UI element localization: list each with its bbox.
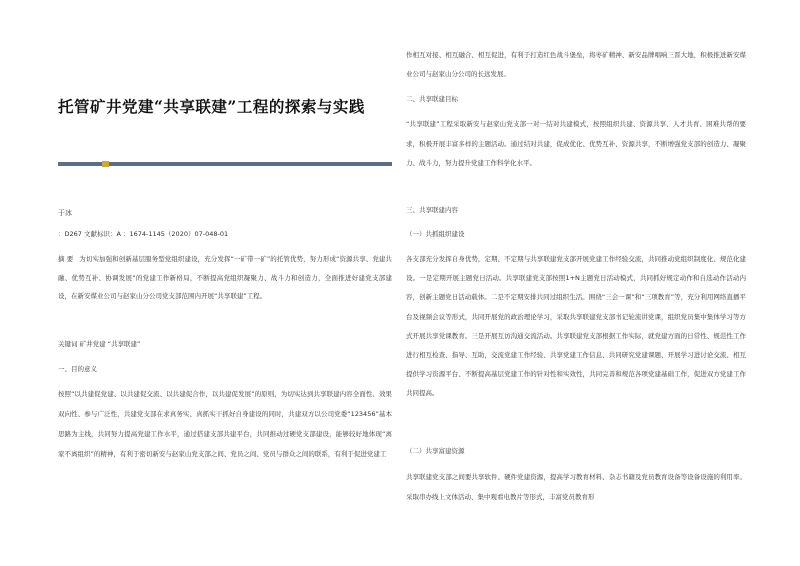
abstract-label: 摘 要 bbox=[58, 255, 74, 263]
section-heading-goal: 二、共享联建目标 bbox=[406, 95, 458, 103]
article-meta: ：D267 文献标识：A ：1674-1145（2020）07-048-01 bbox=[58, 230, 229, 238]
keywords: 关键词 矿井党建 “共享联建” bbox=[58, 340, 141, 348]
section-body-goal: “共享联建”工程采取新安与赵家山党支部一对一结对共建模式，按照组织共建、资源共享、人才共育、困难共帮的要求，积极开展丰富多样的主题活动。通过结对共建，促成优化、优势互补、资源共享，不断增强党支部的创造力、凝聚力、战斗力，努力提升党建工作科学化水平。 bbox=[406, 120, 746, 167]
subsection-body-organization: 各支部充分发挥自身优势，定期、不定期与共享联建党支部开展党建工作经验交流，共同推动党组织制度化、规范化建设。一是定期开展主题党日活动。共享联建党支部按照1+N主题党日活动模式，共同抓好规定动作和自选动作活动内容，创新主题党日活动载体。二是不定期安排共同过组织生活。围绕“三会一课”和“三项教育”等，充分利用网络直播平台及视频会议等形式，共同开展党的政治理论学习，采取共享联建党支部书记轮流讲党课，组织党员集中集体学习等方式开展共享党课教育。三是开展互访沟通交流活动。共享联建党支部根据工作实际，就党建方面的日常性、规范性工作进行相互检查、指导、互助，交流党建工作经验、共享党建工作信息、共同研究党建课题、开展学习进讨论交流、相互提供学习资源平台、不断提高基层党建工作的针对性和实效性，共同完善和规范各项党建基础工作，促进双方党建工作共同提高。 bbox=[406, 255, 746, 398]
subsection-body-resources: 共享联建党支部之间要共享软件、硬件党建资源，提高学习教育材料、杂志书籍及党员教育设备等设备设施的利用率。采取串办线上文体活动、集中观看电教片等形式，丰富党员教育形 bbox=[406, 473, 746, 501]
author-name: 于冰 bbox=[58, 209, 72, 217]
section-heading-purpose: 一、目的意义 bbox=[58, 365, 97, 373]
subheading-organization: （一）共抓组织建设 bbox=[406, 230, 465, 238]
right-column-intro: 作相互对接、相互融合、相互促进，有利于打造红色战斗堡垒，将枣矿精神、新安品牌唱响三晋大地，积极推进新安煤业公司与赵家山分公司的长远发展。 bbox=[406, 51, 746, 78]
section-body-purpose: 按照“以共建促党建、以共建促交流、以共建促合作，以共建促发展”的原则，为切实达到共享联建内容全面性、效果双向性、参与广泛性，共建党支部在求真务实、真抓实干抓好自身建设的同时，共建双方以公司党委“123456”基本思路为主线，共同努力提高党建工作水平，通过搭建支部共建平台，共同推动过硬党支部建设，能够较好地体现“离家不离组织”的精神，有利于密切新安与赵家山党支部之间、党员之间、党员与群众之间的联系，有利于促进党建工 bbox=[58, 390, 392, 458]
abstract bbox=[58, 250, 392, 306]
subheading-resources: （二）共享富建资源 bbox=[406, 447, 465, 455]
article-title: 托管矿井党建“共享联建”工程的探索与实践 bbox=[58, 97, 365, 116]
abstract-text: 为切实加强和创新基层服务型党组织建设，充分发挥“一矿带一矿”的托管优势，努力形成“资源共享、党建共融、优势互补、协调发展”的党建工作新格局，不断提高党组织凝聚力、战斗力和创造力，全面推进好建党支部建设，在新安煤业公司与赵家山分公司党支部范围内开展“共享联建”工程。 bbox=[58, 255, 392, 300]
title-divider-accent bbox=[102, 161, 109, 167]
section-heading-content: 三、共享联建内容 bbox=[406, 206, 458, 214]
title-divider bbox=[58, 162, 392, 166]
